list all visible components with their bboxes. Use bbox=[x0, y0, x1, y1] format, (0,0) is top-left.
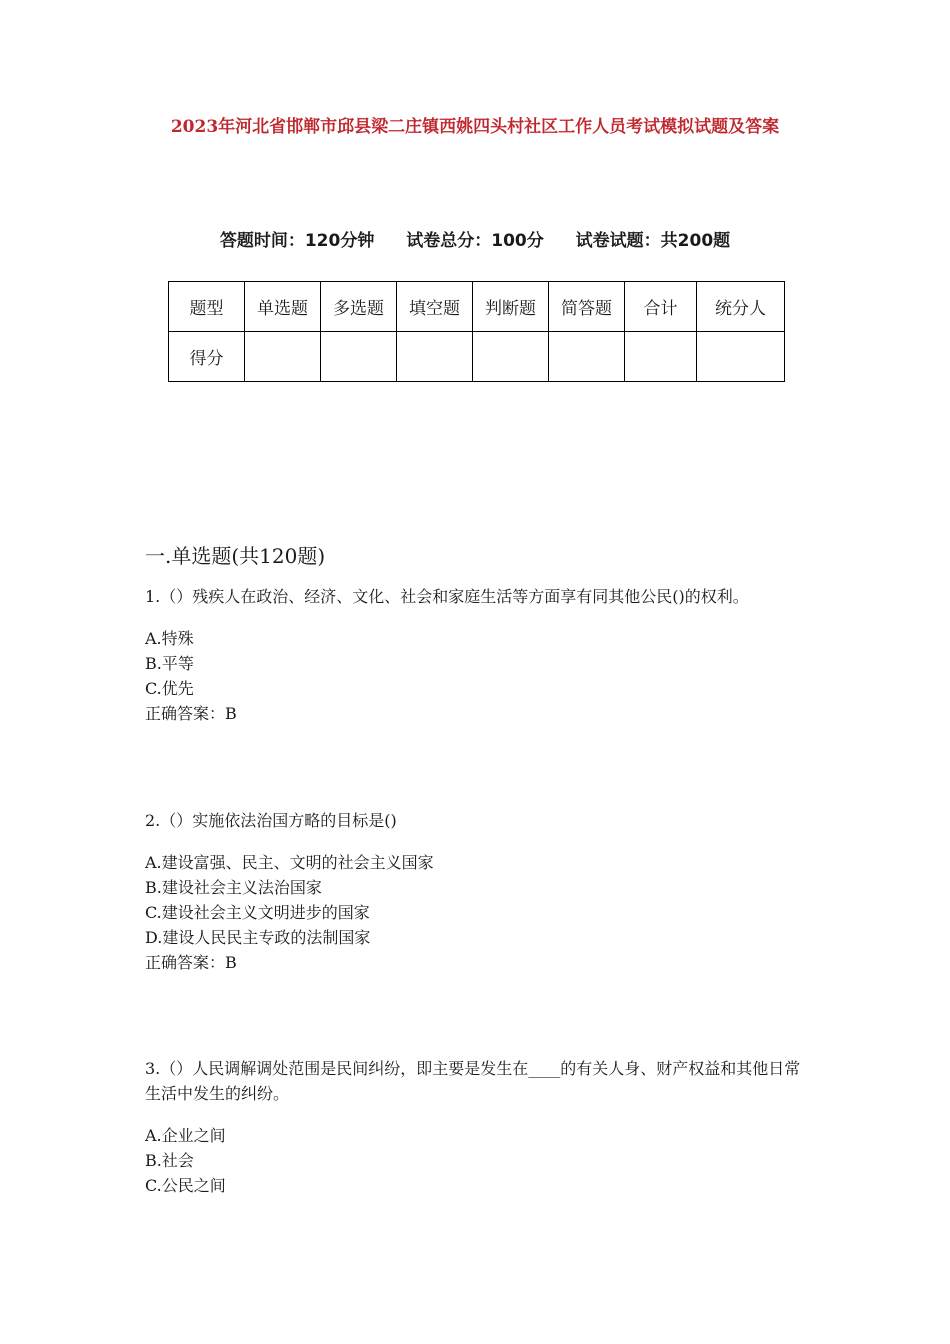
header-cell: 合计 bbox=[625, 282, 697, 332]
question-option: B.平等 bbox=[145, 654, 194, 673]
exam-time: 答题时间：120分钟 bbox=[219, 231, 375, 251]
question-answer: 正确答案：B bbox=[145, 704, 237, 723]
question-option: C.优先 bbox=[145, 679, 194, 698]
header-cell: 统分人 bbox=[697, 282, 785, 332]
question-option: C.建设社会主义文明进步的国家 bbox=[145, 903, 370, 922]
question-stem: 1.（）残疾人在政治、经济、文化、社会和家庭生活等方面享有同其他公民()的权利。 bbox=[145, 587, 749, 606]
header-cell: 填空题 bbox=[397, 282, 473, 332]
score-cell bbox=[397, 332, 473, 382]
question-option: A.建设富强、民主、文明的社会主义国家 bbox=[145, 853, 434, 872]
question-option: A.特殊 bbox=[145, 629, 194, 648]
header-cell: 判断题 bbox=[473, 282, 549, 332]
score-cell bbox=[245, 332, 321, 382]
question-2 bbox=[145, 808, 810, 975]
header-cell: 简答题 bbox=[549, 282, 625, 332]
exam-total-score: 试卷总分：100分 bbox=[406, 231, 544, 251]
question-option: C.公民之间 bbox=[145, 1176, 226, 1195]
header-cell: 单选题 bbox=[245, 282, 321, 332]
exam-question-count: 试卷试题：共200题 bbox=[575, 231, 731, 251]
question-3 bbox=[145, 1056, 810, 1198]
question-option: A.企业之间 bbox=[145, 1126, 226, 1145]
header-cell: 多选题 bbox=[321, 282, 397, 332]
question-option: D.建设人民民主专政的法制国家 bbox=[145, 928, 371, 947]
question-answer: 正确答案：B bbox=[145, 953, 237, 972]
score-table-header-row bbox=[169, 282, 785, 332]
score-cell bbox=[697, 332, 785, 382]
score-cell bbox=[549, 332, 625, 382]
question-stem: 3.（）人民调解调处范围是民间纠纷，即主要是发生在____的有关人身、财产权益和其他日常生活中发生的纠纷。 bbox=[145, 1059, 801, 1103]
section-title: 一.单选题(共120题) bbox=[145, 544, 326, 568]
question-option: B.社会 bbox=[145, 1151, 194, 1170]
score-table bbox=[168, 281, 785, 382]
exam-meta bbox=[0, 226, 950, 251]
score-cell bbox=[473, 332, 549, 382]
header-cell: 题型 bbox=[169, 282, 245, 332]
score-cell bbox=[321, 332, 397, 382]
score-cell bbox=[625, 332, 697, 382]
question-stem: 2.（）实施依法治国方略的目标是() bbox=[145, 811, 397, 830]
score-label-cell: 得分 bbox=[169, 332, 245, 382]
document-title: 2023年河北省邯郸市邱县梁二庄镇西姚四头村社区工作人员考试模拟试题及答案 bbox=[170, 117, 780, 137]
question-1 bbox=[145, 584, 810, 726]
question-option: B.建设社会主义法治国家 bbox=[145, 878, 322, 897]
score-table-score-row bbox=[169, 332, 785, 382]
